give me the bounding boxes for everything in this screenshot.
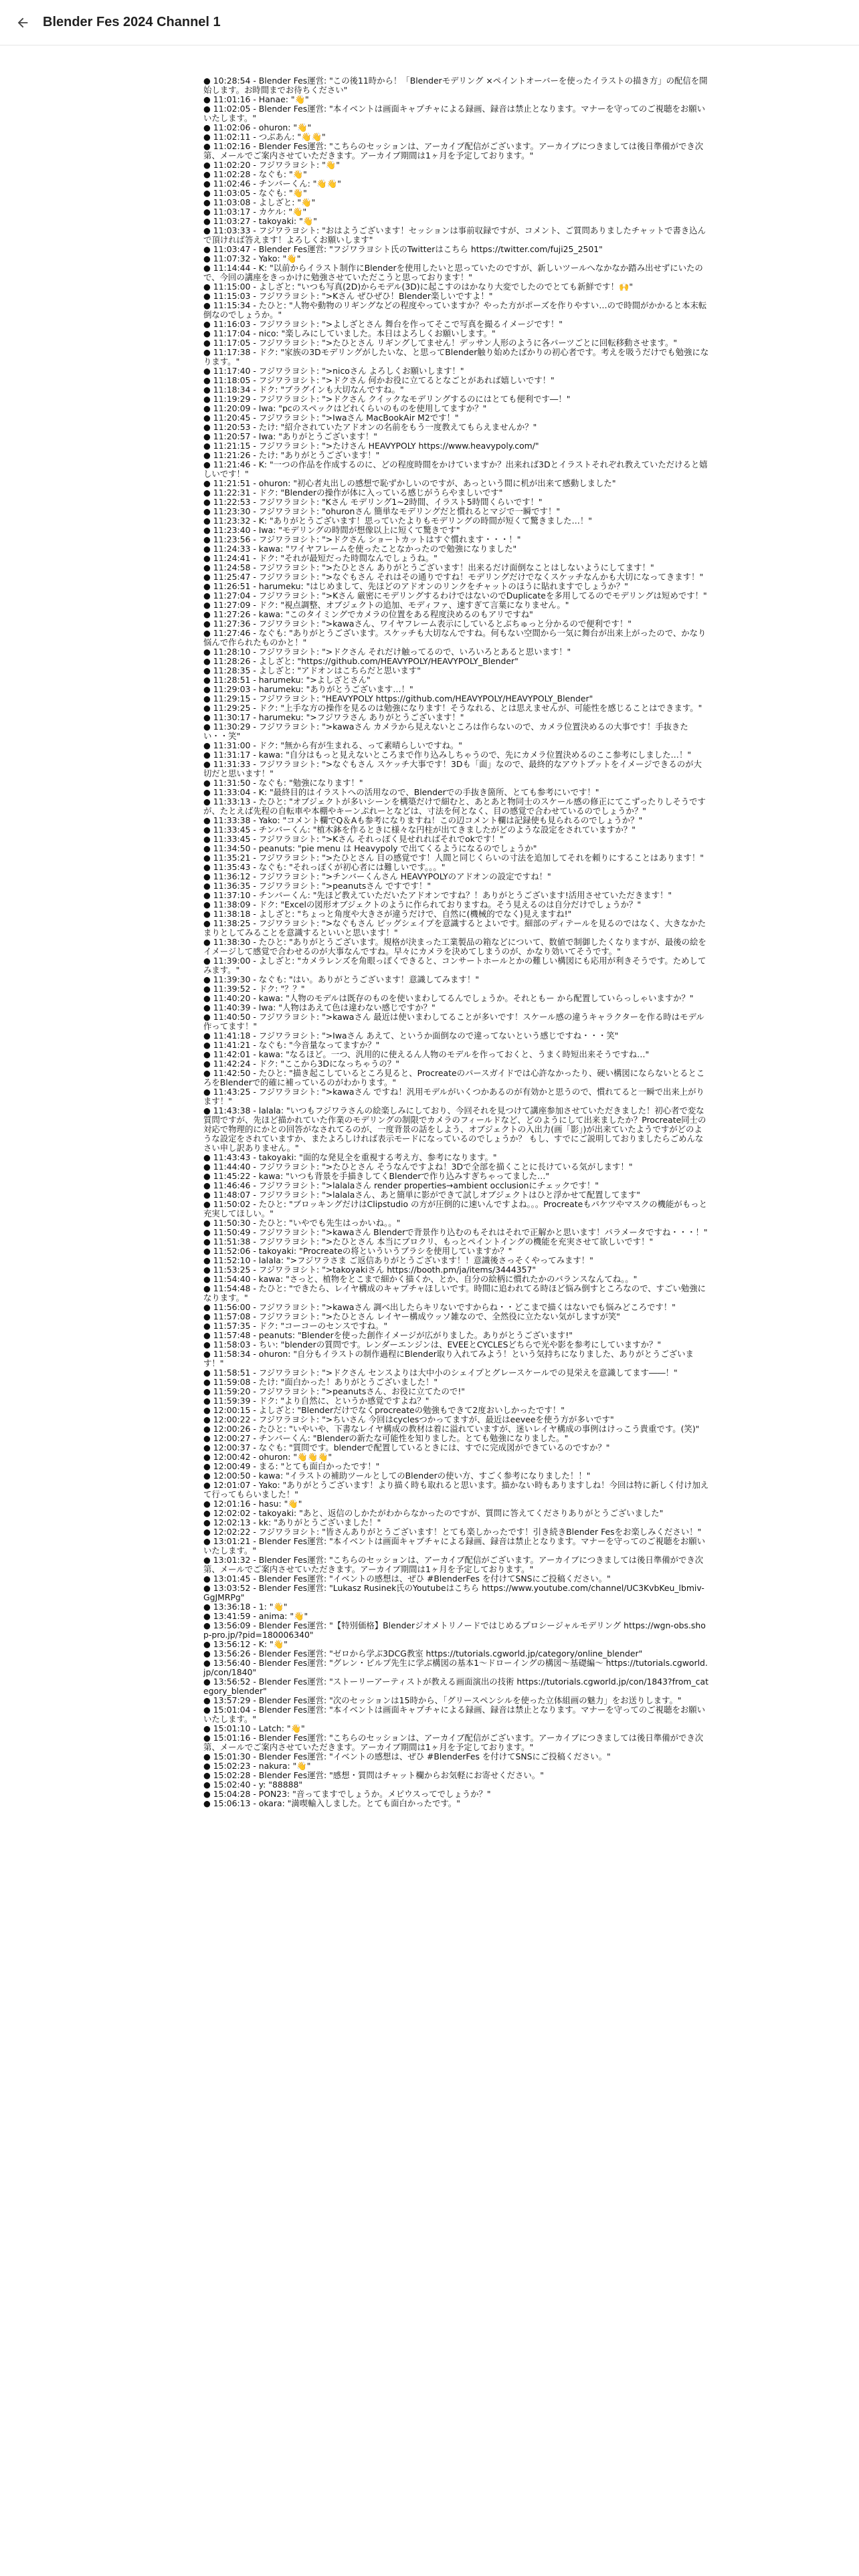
chat-message: ● 13:56:09 - Blender Fes運営: "【特別価格】Blenderジオメトリノードではじめるプロシージャルモデリング https://wgn-obs.shop-pro.jp/?pid=180006340" xyxy=(203,1620,706,1640)
chat-message: ● 11:58:03 - ちい: "blenderの質問です。レンダーエンジンは、EVEEとCYCLESどちらで光や影を参考にしていますか？" xyxy=(203,1339,662,1350)
chat-message: ● 13:41:59 - anima: "👋" xyxy=(203,1611,308,1621)
chat-message: ● 13:56:40 - Blender Fes運営: "グレン・ビルプ先生に学ぶ構図の基本1〜ドローイングの構図〜基礎編〜 https://tutorials.cgworld.jp/con/1840" xyxy=(203,1658,708,1677)
chat-message: ● 11:29:25 - ドク: "上手な方の操作を見るのは勉強になります！そうなれる、とは思えませんが、可能性を感じることはできます。" xyxy=(203,703,702,713)
chat-message: ● 12:02:13 - kk: "ありがとうございました！" xyxy=(203,1517,381,1527)
chat-message: ● 11:25:47 - フジワラヨシト: ">なぐもさん それはその通りですね！モデリングだけでなくスケッチなんかも大切になってきます！" xyxy=(203,572,704,582)
chat-message: ● 11:36:12 - フジワラヨシト: ">チンバーくんさん HEAVYPOLYのアドオンの設定ですね！" xyxy=(203,871,551,881)
chat-message: ● 11:43:38 - lalala: "いつもフジワラさんの絵楽しみにしており、今回それを見つけて講座参加させていただきました！初心者で変な質問ですが、先ほど描かれていた作業のモデリングの制限でカメラのフィールドなど、どのようにして出来ましたか？Procreate同士の対応で物理的にかとの回答がなされてるのが、一度背景の話をしよう、オブジェクトの入出力(画「影」)が出来ていたようですがどのような設定をされていますか、またよろしければ表示モードになっているのでしょうか？ もし、すでにご説明しておりましたらごめんなさい申し訳ありません。" xyxy=(203,1105,706,1153)
chat-message: ● 11:54:48 - たひと: "できたら、レイヤ構成のキャプチャほしいです。時間に追われてる時ほど悩み倒すところなので、すごい勉強になります。" xyxy=(203,1283,706,1303)
chat-message: ● 11:44:40 - フジワラヨシト: ">たひとさん そうなんですよね！3Dで全部を描くことに長けている気がします！" xyxy=(203,1162,633,1172)
chat-message: ● 11:35:43 - なぐも: "それっぽくが初心者には難しいです。。。" xyxy=(203,862,446,872)
chat-message: ● 11:45:22 - kawa: "いつも背景を手描きしてくBlenderで作り込みすぎちゃってました…" xyxy=(203,1171,550,1181)
chat-message: ● 13:56:12 - K: "👋" xyxy=(203,1639,288,1649)
chat-message: ● 11:02:05 - Blender Fes運営: "本イベントは画面キャプチャによる録画、録音は禁止となります。マナーを守ってのご視聴をお願いいたします。" xyxy=(203,104,706,123)
chat-message: ● 11:28:26 - よしざと: "https://github.com/HEAVYPOLY/HEAVYPOLY_Blender" xyxy=(203,656,518,666)
chat-message: ● 12:00:22 - フジワラヨシト: ">ちいさん 今回はcyclesつかってますが、最近はeeveeを使う方が多いです" xyxy=(203,1414,614,1424)
chat-message: ● 12:01:16 - hasu: "👋" xyxy=(203,1499,302,1509)
chat-message: ● 11:31:33 - フジワラヨシト: ">なぐもさん スケッチ大事です！3Dも「面」なので、最終的なアウトプットをイメージできるのが大切だと思います！" xyxy=(203,759,702,778)
chat-message: ● 12:02:22 - フジワラヨシト: "皆さんありがとうございます！とても楽しかったです！引き続きBlender Fesをお楽しみください！" xyxy=(203,1527,702,1537)
chat-message: ● 11:02:28 - なぐも: "👋" xyxy=(203,169,307,179)
chat-message: ● 11:59:20 - フジワラヨシト: ">peanutsさん、お役に立てたので!" xyxy=(203,1386,465,1396)
chat-message: ● 11:31:00 - ドク: "無から有が生まれる、って素晴らしいですね。" xyxy=(203,740,462,750)
chat-message: ● 11:35:21 - フジワラヨシト: ">たひとさん 目の感覚です！人間と同じくらいの寸法を追加してそれを頼りにすることはあります！" xyxy=(203,853,704,863)
chat-message: ● 11:46:46 - フジワラヨシト: ">lalalaさん render properties→ambient occlusionにチェックです！" xyxy=(203,1180,599,1190)
chat-message: ● 11:28:51 - harumeku: ">よしざとさん" xyxy=(203,675,371,685)
chat-message: ● 11:57:35 - ドク: "コーコーのセンスですね。" xyxy=(203,1321,388,1331)
chat-message: ● 11:39:00 - よしざと: "カメラレンズを角眼っぽくできると、コンサートホールとかの難しい構図にも応用が利きそうです。ためしてみます。" xyxy=(203,956,706,975)
chat-message: ● 11:23:30 - フジワラヨシト: "ohuronさん 簡単なモデリングだと慣れるとマジで一瞬です！" xyxy=(203,506,561,516)
chat-message: ● 11:23:32 - K: "ありがとうございます！思っていたよりもモデリングの時間が短くて驚きました…！" xyxy=(203,516,592,526)
chat-message: ● 11:22:31 - ドク: "Blenderの操作が体に入っている感じがうらやましいです" xyxy=(203,488,503,498)
chat-message: ● 11:37:10 - チンバーくん: "先ほど教えていただいたアドオンですね？！ありがとうございます!活用させていただきます！" xyxy=(203,890,672,900)
chat-message: ● 15:02:28 - Blender Fes運営: "感想・質問はチャット欄からお気軽にお寄せください。" xyxy=(203,1770,544,1780)
chat-message: ● 11:29:15 - フジワラヨシト: "HEAVYPOLY https://github.com/HEAVYPOLY/HEAVYPOLY_Blender" xyxy=(203,693,593,704)
chat-message: ● 11:15:00 - よしざと: "いつも写真(2D)からモデル(3D)に起こすのはかなり大変でしたのでとても新鮮です！🙌" xyxy=(203,282,634,292)
chat-message: ● 13:01:21 - Blender Fes運営: "本イベントは画面キャプチャによる録画、録音は禁止となります。マナーを守ってのご視聴をお願いいたします。" xyxy=(203,1536,706,1555)
chat-message: ● 11:38:09 - ドク: "Excelの図形オブジェクトのように作られておりますね。そう見えるのは自分だけでしょうか？" xyxy=(203,899,642,909)
chat-message: ● 11:57:08 - フジワラヨシト: ">たひとさん レイヤー構成ウッソ雑なので、全然役に立たない気がしますが笑" xyxy=(203,1311,620,1321)
chat-message: ● 11:24:41 - ドク: "それが最短だった時間なんでしょうね。" xyxy=(203,553,438,563)
chat-message: ● 11:20:09 - Iwa: "pcのスペックはどれくらいのものを使用してますか？" xyxy=(203,403,487,413)
chat-message: ● 11:20:53 - たけ: "紹介されていたアドオンの名前をもう一度教えてもらえませんか？" xyxy=(203,422,537,432)
chat-message: ● 12:00:27 - チンバーくん: "Blenderの新たな可能性を知りました。とても勉強になりました。" xyxy=(203,1433,569,1443)
chat-message: ● 11:27:36 - フジワラヨシト: ">kawaさん、ワイヤフレーム表示にしているとぶちゅっと分かるので便利です！" xyxy=(203,619,632,629)
chat-message: ● 12:00:26 - たひと: "いやいや、下書なレイヤ構成の教材は着に溢れていますが、迷いレイヤ構成の事例はけっこう貴重です。(笑)" xyxy=(203,1424,700,1434)
chat-message: ● 11:28:35 - よしざと: "アドオンはこちらだと思います" xyxy=(203,665,421,675)
chat-message: ● 11:33:38 - Yako: "コメント欄でQ＆Aも参考になりますね！この辺コメント欄は記録使も見られるのでしょうか？" xyxy=(203,815,643,825)
chat-message: ● 11:21:46 - K: "一つの作品を作成するのに、どの程度時間をかけていますか？出来れば3Dとイラストそれぞれ教えていただけると嬉しいです！" xyxy=(203,459,708,479)
chat-message: ● 11:57:48 - peanuts: "Blenderを使った創作イメージが広がりました。ありがとうございます!" xyxy=(203,1330,573,1340)
chat-message: ● 11:02:20 - フジワラヨシト: "👋" xyxy=(203,160,340,170)
chat-message: ● 11:07:32 - Yako: "👋" xyxy=(203,253,301,263)
chat-message: ● 11:20:57 - Iwa: "ありがとうございます！" xyxy=(203,431,377,441)
chat-message: ● 11:39:30 - なぐも: "はい。ありがとうございます！意識してみます！" xyxy=(203,974,480,984)
chat-message: ● 10:28:54 - Blender Fes運営: "この後11時から！「Blenderモデリング ×ペイントオーバーを使ったイラストの描き方」の配信を開始します。お時間までお待ちください" xyxy=(203,76,708,95)
chat-message: ● 11:27:04 - フジワラヨシト: ">Kさん 厳密にモデリングするわけではないのでDuplicateを多用してるのでモデリングは短めです！" xyxy=(203,591,707,601)
chat-message: ● 11:43:25 - フジワラヨシト: ">kawaさん ですね！汎用モデルがいくつかあるのが有効かと思うので、慣れてると一瞬で出来上がります！" xyxy=(203,1087,704,1106)
chat-message: ● 15:01:16 - Blender Fes運営: "こちらのセッションは、アーカイブ配信がございます。アーカイブにつきましては後日準備ができ次第、メールでご案内させていただきます。アーカイブ期間は1ヶ月を予定しております。" xyxy=(203,1733,704,1752)
chat-message: ● 15:02:23 - nakura: "👋" xyxy=(203,1761,311,1771)
chat-message: ● 11:38:18 - よしざと: "ちょっと角度や大きさが違うだけで、自然に(機械的でなく)見えますね!" xyxy=(203,909,572,919)
chat-message: ● 11:52:06 - takoyaki: "Procreateの将といういうブラシを使用していますか？" xyxy=(203,1246,512,1256)
chat-message: ● 11:54:40 - kawa: "さっと、植物をとこまで細かく描くか、とか、自分の絵柄に慣れたかのバランスなんてね。。" xyxy=(203,1274,638,1284)
chat-message: ● 11:03:05 - なぐも: "👋" xyxy=(203,188,307,198)
chat-message: ● 11:03:33 - フジワラヨシト: "おはようございます！セッションは事前収録ですが、コメント、ご質問ありましたチャットで書き込んで頂ければ答えます！よろしくお願いします" xyxy=(203,225,706,245)
chat-message: ● 11:02:16 - Blender Fes運営: "こちらのセッションは、アーカイブ配信がございます。アーカイブにつきましては後日準備ができ次第、メールでご案内させていただきます。アーカイブ期間は1ヶ月を予定しております。" xyxy=(203,141,704,160)
chat-message: ● 11:03:17 - カケル: "👋" xyxy=(203,207,307,217)
chat-message: ● 11:24:33 - kawa: "ワイヤフレームを使ったことなかったので勉強になりました" xyxy=(203,544,517,554)
back-button[interactable] xyxy=(4,4,41,41)
chat-message: ● 12:00:42 - ohuron: "👋👋👋" xyxy=(203,1452,332,1462)
chat-message: ● 15:01:10 - Latch: "👋" xyxy=(203,1723,305,1733)
chat-message: ● 11:33:13 - たひと: "オブジェクトが多いシーンを構築だけで細むと、あとあと物同士のスケール感の修正にてこずったりしそうですが、たとえば先程の自転車や本棚やキーンぷれーとなどは、寸法を何となく、目の感覚で合わせているのでしょうか？" xyxy=(203,796,706,816)
chat-message: ● 11:27:46 - なぐも: "ありがとうございます。スケッチも大切なんですね。何もない空間から一気に舞台が出来上がったので、かなり悩んで作られたものかと！" xyxy=(203,628,706,647)
chat-message: ● 11:16:03 - フジワラヨシト: ">よしざとさん 舞台を作ってそこで写真を撮るイメージです！" xyxy=(203,319,563,329)
chat-message: ● 11:01:16 - Hanae: "👋" xyxy=(203,94,309,104)
chat-message: ● 12:00:50 - kawa: "イラストの補助ツールとしてのBlenderの使い方、すごく参考になりました！！" xyxy=(203,1471,591,1481)
chat-message: ● 13:56:26 - Blender Fes運営: "ゼロから学ぶ3DCG教室 https://tutorials.cgworld.jp/category/online_blender" xyxy=(203,1648,643,1658)
chat-message: ● 11:21:26 - たけ: "ありがとうございます！" xyxy=(203,450,380,460)
chat-message: ● 11:24:58 - フジワラヨシト: ">たひとさん ありがとうございます！出来るだけ面倒なことはしないようにしてます！" xyxy=(203,562,654,572)
chat-message: ● 11:20:45 - フジワラヨシト: ">Iwaさん MacBookAir M2です！" xyxy=(203,413,459,423)
chat-message: ● 11:42:24 - ドク: "ここから3Dになっちゃうの？" xyxy=(203,1059,399,1069)
chat-message: ● 11:31:50 - なぐも: "勉強になります！" xyxy=(203,778,363,788)
chat-message: ● 12:02:02 - takoyaki: "あと、返信のしかたがわからなかったのですが、質問に答えてくださりありがとうございました" xyxy=(203,1508,664,1518)
chat-message: ● 11:29:03 - harumeku: "ありがとうございます…！" xyxy=(203,684,413,694)
chat-message: ● 13:57:29 - Blender Fes運営: "次のセッションは15時から、「グリースペンシルを使った立体組画の魅力」をお送りします。" xyxy=(203,1695,682,1705)
chat-message: ● 13:03:52 - Blender Fes運営: "Lukasz Rusinek氏のYoutubeはこちら https://www.youtube.com/channel/UC3KvbKeu_lbmiv-GgJMRPg" xyxy=(203,1583,704,1602)
chat-message: ● 11:17:04 - nico: "楽しみにしていました。本日はよろしくお願いします。" xyxy=(203,328,496,338)
chat-message: ● 11:51:38 - フジワラヨシト: ">たひとさん 本当にブロクリ、もっとペイントイングの機能を充実させて欲しいです！" xyxy=(203,1237,654,1247)
chat-message: ● 13:01:32 - Blender Fes運営: "こちらのセッションは、アーカイブ配信がございます。アーカイブにつきましては後日準備ができ次第、メールでご案内させていただきます。アーカイブ期間は1ヶ月を予定しております。" xyxy=(203,1555,704,1574)
top-bar xyxy=(0,0,859,45)
chat-log xyxy=(203,45,709,1808)
chat-message: ● 11:42:01 - kawa: "なるほど。一つ、汎用的に使えるん人物のモデルを作っておくと、うまく時短出来そうですね…" xyxy=(203,1049,650,1059)
chat-message: ● 11:33:04 - K: "最終目的はイラストへの活用なので、Blenderでの手抜き箇所、とても参考にいです！" xyxy=(203,787,599,797)
chat-message: ● 11:19:29 - フジワラヨシト: ">ドクさん クイックなモデリングするのにはとても便利です―！" xyxy=(203,394,571,404)
chat-message: ● 11:50:02 - たひと: "ブロッキングだけはClipstudio の方が圧倒的に速いんですよね。。。Procreateもパケツやマスクの機能がもっと充実してほしい。" xyxy=(203,1199,707,1218)
chat-message: ● 11:02:11 - つぶあん: "👋👋" xyxy=(203,132,326,142)
chat-message: ● 11:17:05 - フジワラヨシト: ">たひとさん リギングしてません！デッサン人形のように各パーツごとに回転移動させます。" xyxy=(203,338,678,348)
chat-message: ● 11:34:50 - peanuts: "pie menu は Heavypoly で出てくるようになるのでしょうか" xyxy=(203,843,537,853)
chat-message: ● 11:30:29 - フジワラヨシト: ">kawaさん カメラから見えないところは作らないので、カメラ位置決めるの大事です！手抜きたい・・笑" xyxy=(203,722,688,741)
chat-message: ● 15:01:04 - Blender Fes運営: "本イベントは画面キャプチャによる録画、録音は禁止となります。マナーを守ってのご視聴をお願いいたします。" xyxy=(203,1705,706,1724)
chat-message: ● 11:02:06 - ohuron: "👋" xyxy=(203,122,312,132)
chat-message: ● 11:33:45 - チンバーくん: "植木鉢を作るときに様々な円柱が出てきましたがどのような設定をされていますか？" xyxy=(203,825,636,835)
chat-message: ● 12:00:49 - まる: "とても面白かったです！" xyxy=(203,1461,380,1471)
chat-message: ● 15:01:30 - Blender Fes運営: "イベントの感想は、ぜひ #BlenderFes を付けてSNSにご投稿ください。" xyxy=(203,1751,611,1761)
chat-message: ● 11:23:40 - Iwa: "モデリングの時間が想像以上に短くて驚きです" xyxy=(203,525,460,535)
chat-message: ● 11:14:44 - K: "以前からイラスト制作にBlenderを使用したいと思っていたのですが、新しいツールへなかなか踏み出せずにいたので、今回の講座をきっかけに勉強させていただこうと思っております！" xyxy=(203,263,703,282)
chat-message: ● 11:40:50 - フジワラヨシト: ">kawaさん 最近は使いまわしてることが多いです！スケール感の違うキャラクターを作る時はモデル作ってます！" xyxy=(203,1012,704,1031)
page-title: Blender Fes 2024 Channel 1 xyxy=(43,15,221,29)
chat-message: ● 11:38:30 - たひと: "ありがとうございます。規格が決まった工業製品の箱などについて、数値で制御したくなりますが、最後の絵をイメージして感覚で合わせるのが大事なんですね。早々にカメラを決めてしまうのが、かなり効いてそうです。" xyxy=(203,937,706,956)
chat-message: ● 11:58:51 - フジワラヨシト: ">ドクさん センスよりは大中小のシェイプとグレースケールでの見栄えを意識してます――！" xyxy=(203,1368,678,1378)
chat-message: ● 11:15:03 - フジワラヨシト: ">Kさん ぜひぜひ！Blender楽しいですよ！" xyxy=(203,291,493,301)
chat-message: ● 15:04:28 - PON23: "音ってますでしょうか。メピウスってでしょうか？" xyxy=(203,1789,491,1799)
chat-message: ● 11:41:18 - フジワラヨシト: ">Iwaさん あえて、というか面倒なので違ってないという感じですね・・・笑" xyxy=(203,1031,619,1041)
chat-message: ● 11:18:05 - フジワラヨシト: ">ドクさん 何かお役に立てるとなごとがあれば嬉しいです！" xyxy=(203,375,555,385)
chat-message: ● 11:38:25 - フジワラヨシト: ">なぐもさん ビッグシェイプを意識するとよいです。細部のディテールを見るのではなく、大きなかたまりとしてみることを意識するといいと思います！" xyxy=(203,918,706,938)
chat-message: ● 11:58:34 - ohuron: "自分もイラストの制作過程にBlender取り入れてみよう！という気持ちになりました、ありがとうございます！" xyxy=(203,1349,694,1368)
chat-message: ● 11:39:52 - ドク: "？？" xyxy=(203,984,305,994)
chat-message: ● 11:36:35 - フジワラヨシト: ">peanutsさん ですです！" xyxy=(203,881,432,891)
chat-message: ● 11:59:39 - ドク: "より自然に、というか感覚ですよね？" xyxy=(203,1396,430,1406)
chat-message: ● 15:02:40 - y: "88888" xyxy=(203,1780,303,1790)
chat-message: ● 11:42:50 - たひと: "描き起こしているところ見ると、Procreateのパースガイドでは心許なかったり、硬い構図にならないとるところをBlenderで的確に補っているのがわかります。" xyxy=(203,1068,705,1087)
chat-message: ● 12:00:15 - よしざと: "Blenderだけでなくprocreateの勉強もできて2度おいしかったです！" xyxy=(203,1405,565,1415)
chat-message: ● 11:17:38 - ドク: "家族の3Dモデリングがしたいな、と思ってBlender触り始めたばかりの初心者です。考えを吸うだけでも勉強になります。" xyxy=(203,347,709,366)
chat-message: ● 11:27:26 - kawa: "このタイミングでカメラの位置をある程度決めるのもアリですね" xyxy=(203,609,533,619)
chat-message: ● 11:50:30 - たひと: "いやでも先生はっかいね。。" xyxy=(203,1218,401,1228)
chat-message: ● 11:50:49 - フジワラヨシト: ">kawaさん Blenderで背景作り込むのもそれはそれで正解かと思います！パラメータですね・・・！" xyxy=(203,1227,708,1237)
chat-message: ● 11:03:08 - よしざと: "👋" xyxy=(203,197,316,207)
chat-message: ● 13:01:45 - Blender Fes運営: "イベントの感想は、ぜひ #BlenderFes を付けてSNSにご投稿ください。" xyxy=(203,1574,611,1584)
chat-message: ● 15:06:13 - okara: "満喫輸入しました。とても面白かったです。" xyxy=(203,1798,460,1808)
chat-message: ● 13:36:18 - 1: "👋" xyxy=(203,1602,288,1612)
chat-message: ● 11:26:51 - harumeku: "はじめまして、先ほどのアドオンのリンクをチャットのほうに貼れますでしょうか？" xyxy=(203,581,628,591)
chat-message: ● 11:40:39 - Iwa: "人物はあえて色は違わない感じですか？" xyxy=(203,1002,436,1012)
chat-message: ● 11:23:56 - フジワラヨシト: ">ドクさん ショートカットはすぐ慣れます・・・！" xyxy=(203,534,521,544)
chat-message: ● 11:27:09 - ドク: "視点調整、オブジェクトの追加、モディファ、速すぎて言葉になりません。" xyxy=(203,600,569,610)
chat-message: ● 11:03:27 - takoyaki: "👋" xyxy=(203,216,317,226)
chat-message: ● 11:33:45 - フジワラヨシト: ">Kさん それっぽく見せれればそれでokです！" xyxy=(203,834,504,844)
chat-message: ● 11:52:10 - lalala: ">フジワラさま ご返信ありがとうございます！！意識後さっそくやってみます！" xyxy=(203,1255,593,1265)
chat-message: ● 11:30:17 - harumeku: ">フジワラさん ありがとうございます！" xyxy=(203,712,464,722)
chat-message: ● 11:40:20 - kawa: "人物のモデルは既存のものを使いまわしてるんでしょうか。それともー から配置していらっしゃいますか？" xyxy=(203,993,694,1003)
chat-message: ● 11:22:53 - フジワラヨシト: "Kさん モデリング1~2時間、イラスト5時間くらいです！" xyxy=(203,497,543,507)
chat-message: ● 11:02:46 - チンバーくん: "👋👋" xyxy=(203,179,341,189)
chat-message: ● 11:03:47 - Blender Fes運営: "フジワラヨシト氏のTwitterはこちら https://twitter.com/fuji25_2501" xyxy=(203,244,603,254)
chat-message: ● 11:53:25 - フジワラヨシト: ">takoyakiさん https://booth.pm/ja/items/3444357" xyxy=(203,1265,537,1275)
chat-message: ● 11:18:34 - ドク: "ブラグインも大切なんですね。" xyxy=(203,385,404,395)
chat-message: ● 11:28:10 - フジワラヨシト: ">ドクさん それだけ触ってるので、いろいろとあると思います！" xyxy=(203,647,571,657)
chat-message: ● 11:21:51 - ohuron: "初心者丸出しの感想で恥ずかしいのですが、あっという間に机が出来て感動しました" xyxy=(203,478,616,488)
chat-message: ● 11:48:07 - フジワラヨシト: ">lalalaさん、あと簡単に影ができて試しオブジェクトはひと浮かせて配置してます" xyxy=(203,1190,640,1200)
chat-message: ● 12:01:07 - Yako: "ありがとうございます！より描く時も取れると思います。描かない時もありますしね！今回は特に新しく付け加えて行ってもらいました！" xyxy=(203,1480,709,1499)
arrow-left-icon xyxy=(15,15,30,30)
chat-message: ● 12:00:37 - なぐも: "質問です。blenderで配置しているときには、すでに完成図ができているのですか？" xyxy=(203,1442,610,1453)
chat-message: ● 11:59:08 - たけ: "面白かった！ありがとうございました！" xyxy=(203,1377,438,1387)
chat-message: ● 11:41:21 - なぐも: "今音量なってますか？" xyxy=(203,1040,380,1050)
chat-message: ● 13:56:52 - Blender Fes運営: "ストーリーアーティストが教える画面演出の技術 https://tutorials.cgworld.jp/con/1843?from_category_blender" xyxy=(203,1677,708,1696)
chat-message: ● 11:15:34 - たひと: "人物や動物のリギングなどの程度やっていますか？やった方がポーズを作りやすい…ので時間がかかると本末転倒なのでしょうか。" xyxy=(203,300,707,320)
chat-message: ● 11:43:43 - takoyaki: "面的な発見全を重視する考え方、参考になります。" xyxy=(203,1152,497,1162)
chat-message: ● 11:31:17 - kawa: "自分はもっと見えないところまで作り込みしちゃうので、先にカメラ位置決めるのここ参考にしました…！" xyxy=(203,750,692,760)
chat-message: ● 11:17:40 - フジワラヨシト: ">nicoさん よろしくお願いします！" xyxy=(203,366,464,376)
chat-message: ● 11:21:15 - フジワラヨシト: ">たけさん HEAVYPOLY https://www.heavypoly.com/" xyxy=(203,441,539,451)
chat-message: ● 11:56:00 - フジワラヨシト: ">kawaさん 調べ出したらキリないですからね・・どこまで描くはないでも悩みどころです！" xyxy=(203,1302,676,1312)
